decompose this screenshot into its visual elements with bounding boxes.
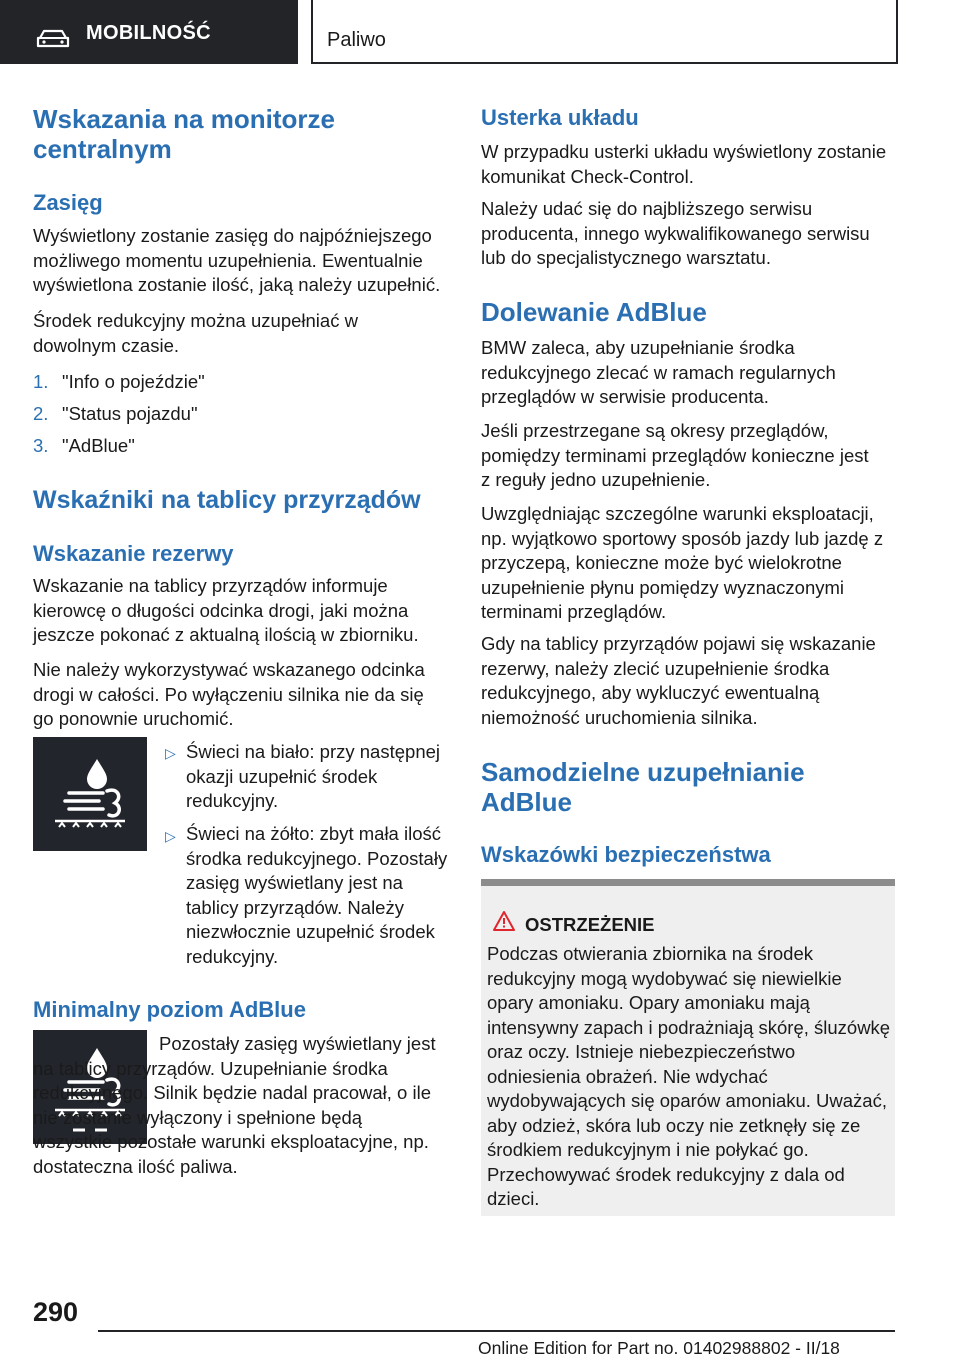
chapter-tab bbox=[311, 0, 898, 64]
heading-min-level: Minimalny poziom AdBlue bbox=[33, 997, 306, 1022]
list-item: "Info o pojeździe" bbox=[62, 371, 205, 392]
heading-range: Zasięg bbox=[33, 190, 103, 215]
heading-reserve: Wskazanie rezerwy bbox=[33, 541, 234, 566]
paragraph-reserve-1: Wskazanie na tablicy przyrządów informuje kierowcę o długości odcinka drogi, jaki można jeszcze pokonać z aktualną ilością w zbiorniku. bbox=[33, 575, 419, 645]
bullet-white: Świeci na biało: przy następnej okazji uzupełnić środek redukcyjny. bbox=[186, 741, 441, 811]
list-number: 3. bbox=[33, 435, 49, 456]
paragraph-min-level: Pozostały zasięg wyświetlany jest na tablicy przyrządów. Uzupełnianie środka redukcyjnego. Silnik będzie nadal pracował, o ile nie zostanie wyłączony i spełnione będą wszystkie pozostałe warunki eksploatacyjne, np. dostateczna ilość paliwa. bbox=[33, 1033, 436, 1177]
heading-safety: Wskazówki bezpieczeństwa bbox=[481, 842, 771, 867]
heading-central-monitor: Wskazania na monitorze centralnym bbox=[33, 104, 335, 164]
paragraph-reserve-2: Nie należy wykorzystywać wskazanego odcinka drogi w całości. Po wyłączeniu silnika nie da się go ponownie uruchomić. bbox=[33, 659, 425, 729]
footer-edition: Online Edition for Part no. 01402988802 - II/18 bbox=[478, 1338, 840, 1358]
bullet-triangle-icon: ▷ bbox=[165, 745, 176, 761]
paragraph-fault-2: Należy udać się do najbliższego serwisu producenta, innego wykwalifikowanego serwisu lub do specjalistycznego warsztatu. bbox=[481, 198, 870, 268]
heading-system-fault: Usterka układu bbox=[481, 105, 639, 130]
warning-triangle-icon bbox=[493, 910, 515, 932]
section-tab bbox=[0, 0, 298, 64]
paragraph-topup-2: Jeśli przestrzegane są okresy przeglądów, pomiędzy terminami przeglądów konieczne jest z reguły jedno uzupełnienie. bbox=[481, 420, 869, 490]
footer-rule bbox=[98, 1330, 895, 1332]
warning-box bbox=[481, 879, 895, 1216]
bullet-yellow: Świeci na żółto: zbyt mała ilość środka redukcyjnego. Pozostały zasięg wyświetlany jest na tablicy przyrządów. Należy niezwłocznie uzupełnić środek redukcyjny. bbox=[186, 823, 448, 967]
bullet-triangle-icon: ▷ bbox=[165, 828, 176, 844]
section-title: MOBILNOŚĆ bbox=[86, 22, 211, 44]
paragraph-fault-1: W przypadku usterki układu wyświetlony zostanie komunikat Check-Control. bbox=[481, 141, 887, 187]
chapter-title: Paliwo bbox=[327, 29, 386, 51]
list-number: 1. bbox=[33, 371, 49, 392]
warning-title: OSTRZEŻENIE bbox=[525, 914, 655, 935]
paragraph-topup-1: BMW zaleca, aby uzupełnianie środka redukcyjnego zlecać w ramach regularnych przeglądów w serwisie producenta. bbox=[481, 337, 836, 407]
list-item: "AdBlue" bbox=[62, 435, 135, 456]
page-number: 290 bbox=[33, 1297, 79, 1327]
paragraph-topup-3: Uwzględniając szczególne warunki eksploatacji, np. wyjątkowo sportowy sposób jazdy lub jazdę z przyczepą, konieczne może być wielokrotne uzupełnienie płynu pomiędzy wyznaczonymi terminami przeglądów. bbox=[481, 503, 884, 622]
list-item: "Status pojazdu" bbox=[62, 403, 198, 424]
warning-text: Podczas otwierania zbiornika na środek redukcyjny mogą wydobywać się niewielkie opary amoniaku. Opary amoniaku mają intensywny zapach i podrażniają skórę, śluzówkę oraz oczy. Istnieje niebezpieczeństwo odniesienia obrażeń. Nie wdychać wydobywających się oparów amoniaku. Uważać, aby odzież, skóra lub oczy nie zetknęły się ze środkiem redukcyjnym i nie połykać go. Przechowywać środek redukcyjny z dala od dzieci. bbox=[487, 943, 891, 1209]
heading-self-topup: Samodzielne uzupełnianie AdBlue bbox=[481, 757, 805, 817]
car-icon bbox=[36, 29, 70, 49]
list-number: 2. bbox=[33, 403, 49, 424]
adblue-warning-icon bbox=[33, 737, 147, 851]
heading-instrument-cluster: Wskaźniki na tablicy przyrządów bbox=[33, 486, 421, 514]
heading-topup: Dolewanie AdBlue bbox=[481, 297, 707, 327]
paragraph-range-1: Wyświetlony zostanie zasięg do najpóźniejszego możliwego momentu uzupełnienia. Ewentualnie wyświetlona zostanie ilość, jaką należy uzupełnić. bbox=[33, 225, 441, 295]
paragraph-topup-4: Gdy na tablicy przyrządów pojawi się wskazanie rezerwy, należy zlecić uzupełnienie środka redukcyjnego, aby wykluczyć ewentualną niemożność uruchomienia silnika. bbox=[481, 633, 876, 728]
paragraph-range-2: Środek redukcyjny można uzupełniać w dowolnym czasie. bbox=[33, 310, 358, 356]
